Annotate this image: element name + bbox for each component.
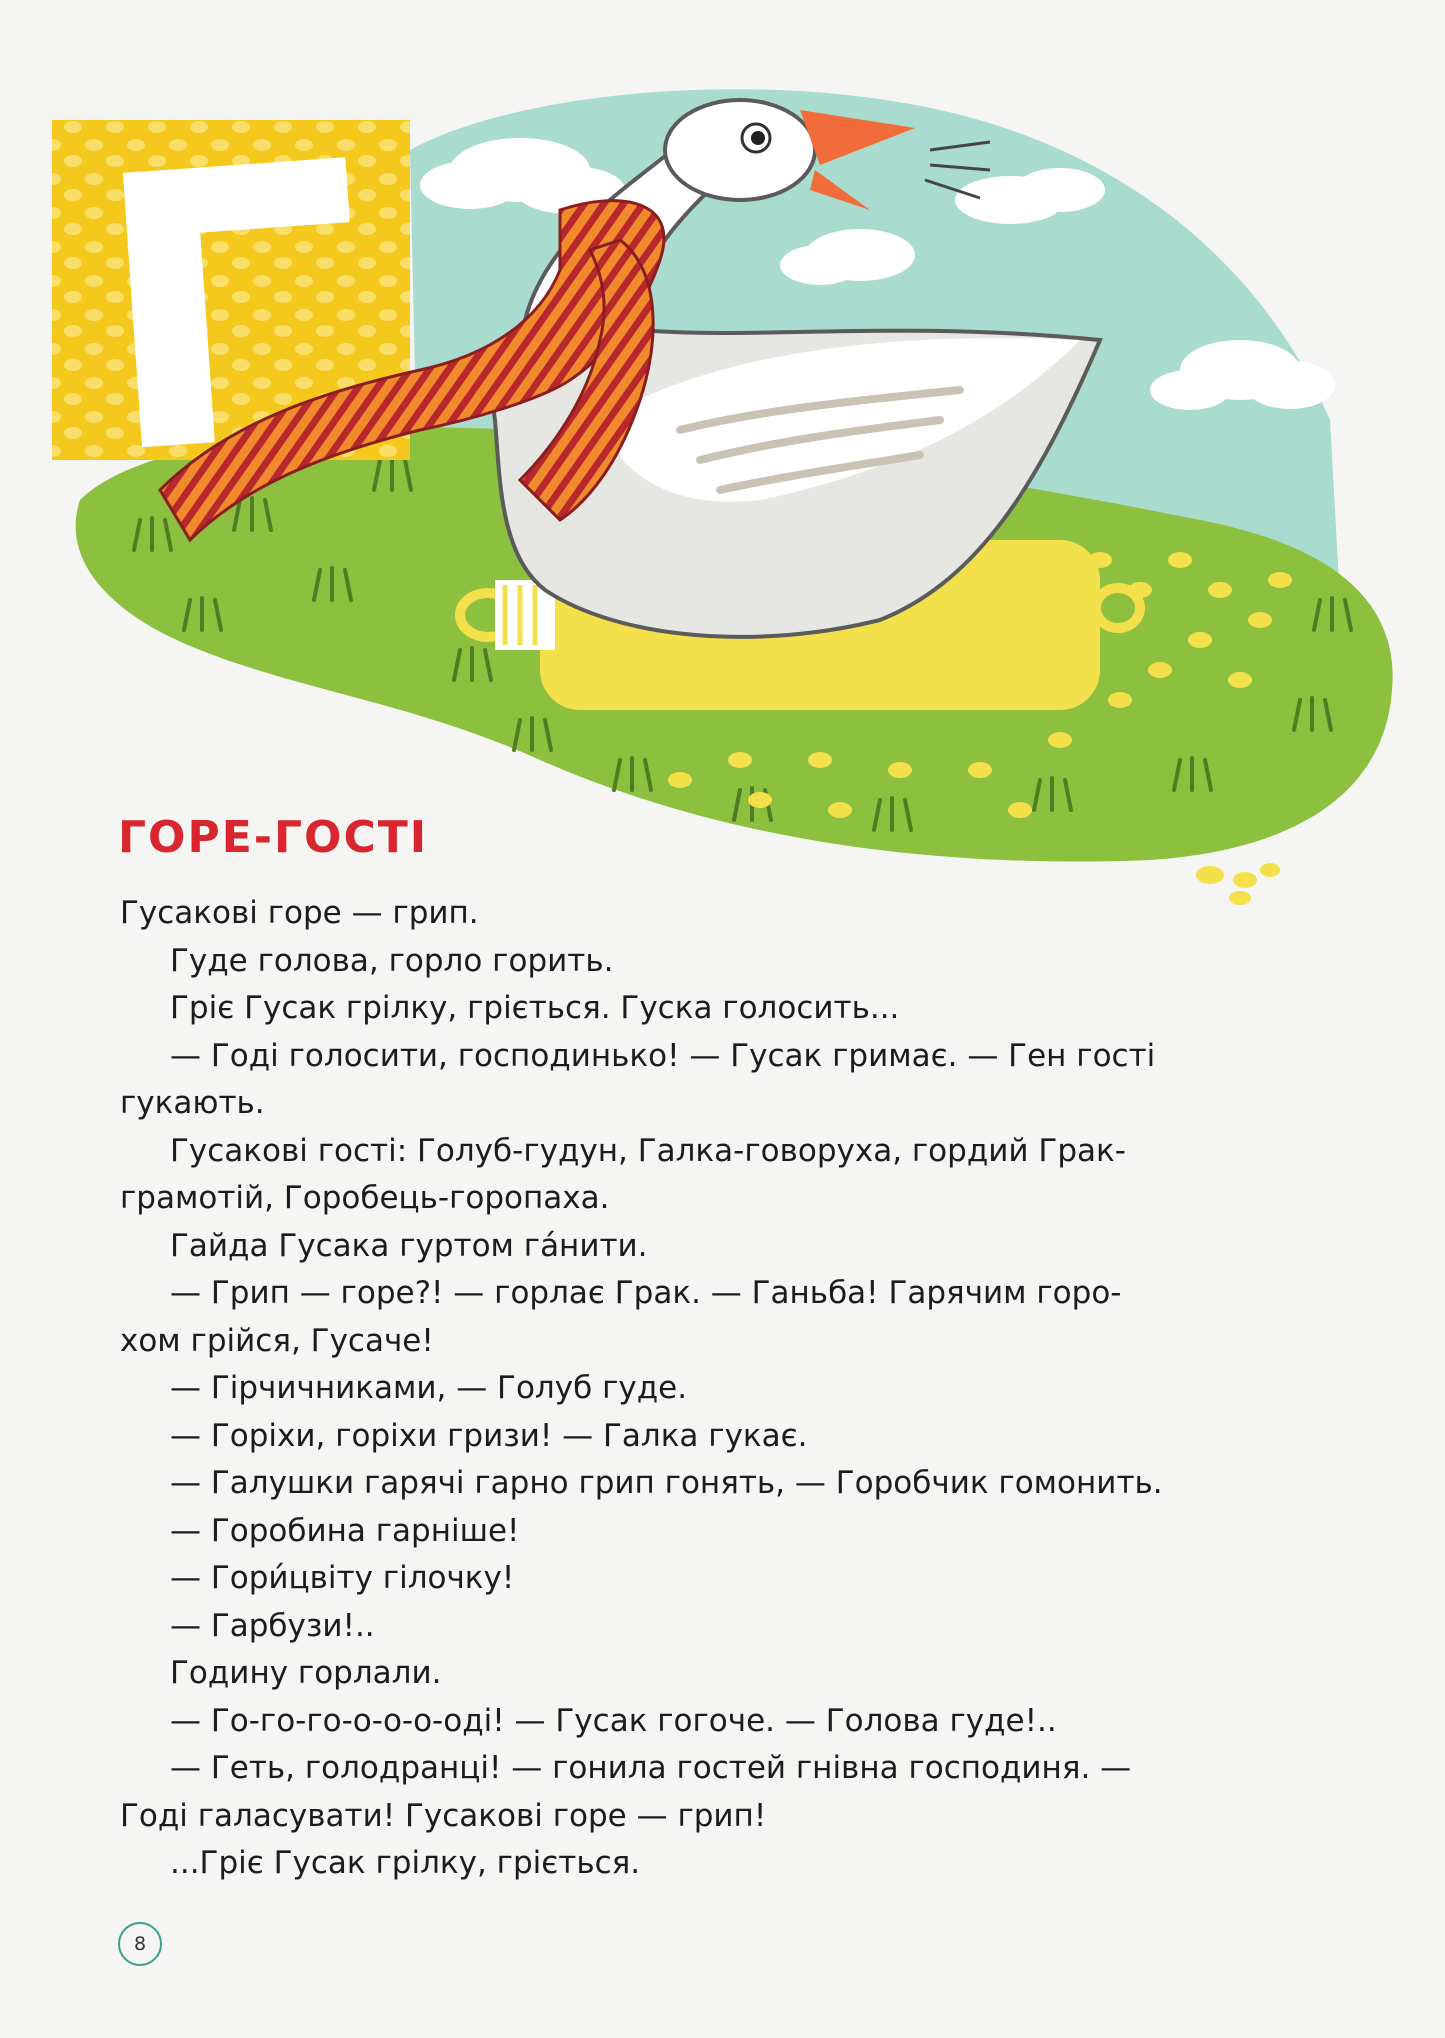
story-line: ...Гріє Гусак грілку, гріється. bbox=[170, 1845, 641, 1881]
story-line: — Галушки гарячі гарно грип гонять, — Горобчик гомонить. bbox=[170, 1465, 1163, 1501]
story-line: Гуде голова, горло горить. bbox=[170, 942, 614, 979]
story-line: — Геть, голодранці! — гонила гостей гнівна господиня. — bbox=[170, 1750, 1132, 1786]
story-line: Гусакові гості: Голуб-гудун, Галка-говоруха, гордий Грак- bbox=[170, 1132, 1126, 1169]
story-line: — Горобина гарніше! bbox=[170, 1512, 520, 1549]
story-text bbox=[120, 890, 1260, 1888]
story-line: Гайда Гусака гуртом га́нити. bbox=[170, 1227, 648, 1264]
story-title: ГОРЕ-ГОСТІ bbox=[118, 812, 429, 863]
story-line: — Гірчичниками, — Голуб гуде. bbox=[170, 1370, 688, 1406]
goose-illustration bbox=[0, 0, 1445, 940]
story-line: грамотій, Горобець-горопаха. bbox=[120, 1180, 610, 1216]
story-line: Гусакові горе — грип. bbox=[120, 895, 479, 931]
story-line: Годі галасувати! Гусакові горе — грип! bbox=[120, 1797, 767, 1834]
page-number: 8 bbox=[118, 1922, 162, 1966]
story-line: Гріє Гусак грілку, гріється. Гуска голосить... bbox=[170, 990, 900, 1026]
story-line: — Годі голосити, господинько! — Гусак гримає. — Ген гості bbox=[170, 1037, 1156, 1074]
story-line: — Го-го-го-о-о-о-оді! — Гусак гогоче. — Голова гуде!.. bbox=[170, 1702, 1057, 1739]
story-line: — Гарбузи!.. bbox=[170, 1607, 375, 1644]
story-line: Годину горлали. bbox=[170, 1655, 442, 1691]
story-line: — Горіхи, горіхи гризи! — Галка гукає. bbox=[170, 1417, 808, 1454]
story-line: гукають. bbox=[120, 1085, 265, 1121]
story-line: хом грійся, Гусаче! bbox=[120, 1322, 434, 1359]
story-line: — Грип — горе?! — горлає Грак. — Ганьба! Гарячим горо- bbox=[170, 1275, 1122, 1311]
story-line: — Гори́цвіту гілочку! bbox=[170, 1560, 515, 1596]
